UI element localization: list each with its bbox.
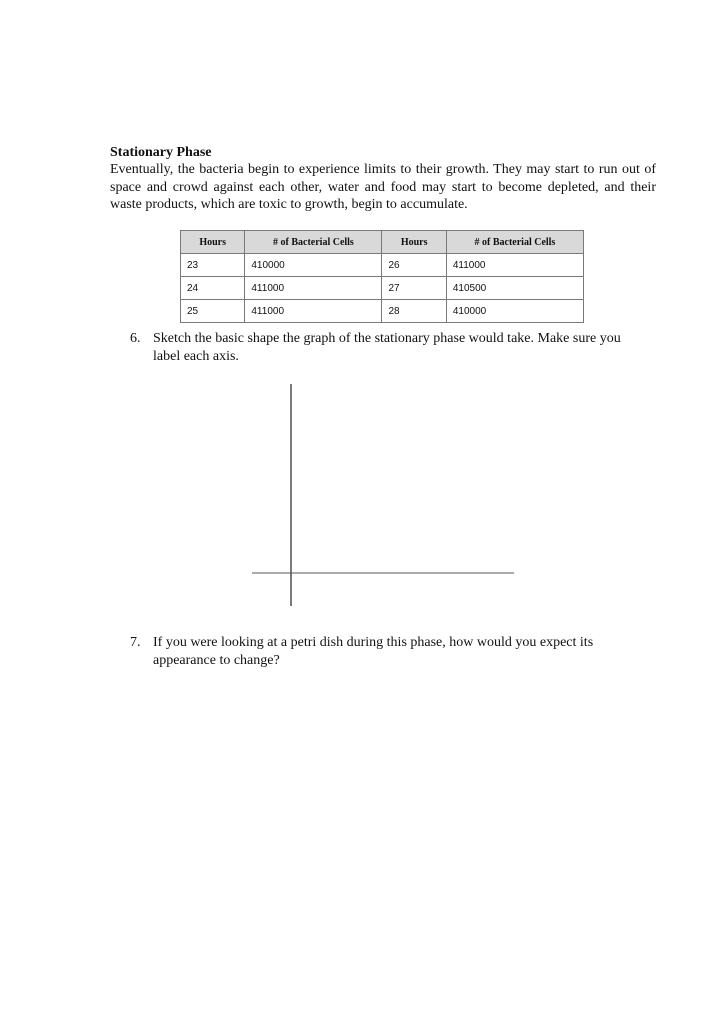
table-row — [181, 300, 584, 323]
table-cell: 28 — [382, 300, 446, 323]
table-cell: 410000 — [446, 300, 583, 323]
table-cell: 24 — [181, 277, 245, 300]
table-cell: 25 — [181, 300, 245, 323]
table-cell: 411000 — [446, 254, 583, 277]
table-row — [181, 254, 584, 277]
question-number: 7. — [130, 635, 141, 650]
table-cell: 410500 — [446, 277, 583, 300]
question-text: If you were looking at a petri dish during this phase, how would you expect its appearance to change? — [153, 635, 594, 668]
question-6 — [130, 330, 650, 365]
table-header-cell: # of Bacterial Cells — [245, 231, 382, 254]
table-row — [181, 277, 584, 300]
table-cell: 27 — [382, 277, 446, 300]
question-7 — [130, 634, 650, 669]
table-cell: 410000 — [245, 254, 382, 277]
table-cell: 23 — [181, 254, 245, 277]
table-cell: 26 — [382, 254, 446, 277]
table-header-row — [181, 231, 584, 254]
table-header-cell: # of Bacterial Cells — [446, 231, 583, 254]
table-cell: 411000 — [245, 300, 382, 323]
table-header-cell: Hours — [181, 231, 245, 254]
question-number: 6. — [130, 331, 141, 346]
table-header-cell: Hours — [382, 231, 446, 254]
question-text: Sketch the basic shape the graph of the stationary phase would take. Make sure you label each axis. — [153, 331, 621, 364]
intro-paragraph: Eventually, the bacteria begin to experience limits to their growth. They may start to run out of space and crowd against each other, water and food may start to become depleted, and their waste products, which are toxic to growth, begin to accumulate. — [110, 162, 656, 212]
table-cell: 411000 — [245, 277, 382, 300]
section-heading: Stationary Phase — [110, 145, 212, 160]
blank-graph-axes — [250, 384, 516, 608]
bacterial-growth-table — [180, 230, 584, 323]
